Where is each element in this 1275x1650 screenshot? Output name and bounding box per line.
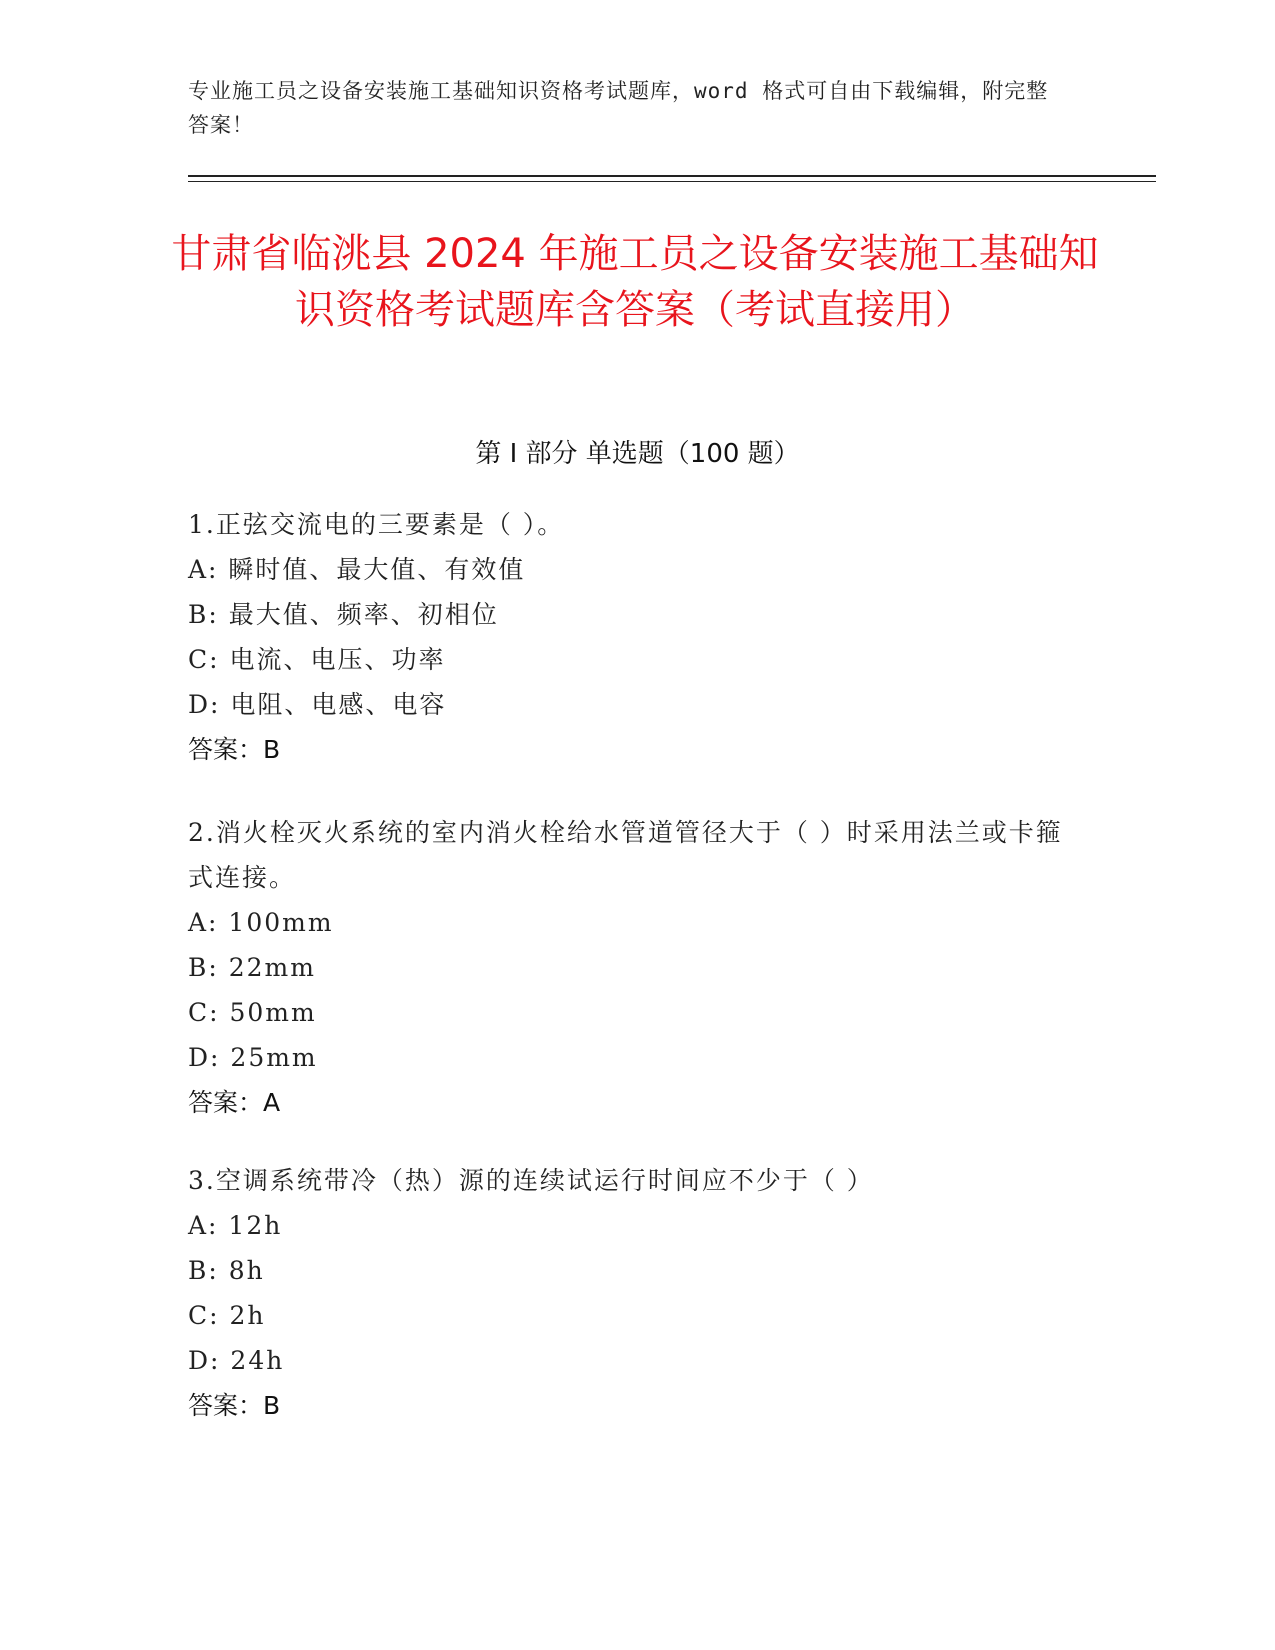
option-d: D: 25mm [188,1043,318,1072]
question-1 [188,502,1068,772]
question-stem: 1.正弦交流电的三要素是（ ）。 [188,510,565,539]
header-divider-thick [188,175,1156,177]
answer: 答案：B [188,1391,281,1420]
question-3 [188,1158,1068,1428]
option-a: A: 12h [188,1211,283,1240]
document-title: 甘肃省临洮县 2024 年施工员之设备安装施工基础知识资格考试题库含答案（考试直接用） [171,231,1099,333]
header-note: 专业施工员之设备安装施工基础知识资格考试题库，word 格式可自由下载编辑，附完整答案！ [188,79,1049,137]
option-b: B: 22mm [188,953,316,982]
option-c: C: 50mm [188,998,317,1027]
section-title: 第 I 部分 单选题（100 题） [475,439,800,469]
option-c: C: 2h [188,1301,266,1330]
option-c: C: 电流、电压、功率 [188,645,446,674]
option-d: D: 24h [188,1346,285,1375]
option-a: A: 100mm [188,908,334,937]
answer: 答案：B [188,735,281,764]
option-d: D: 电阻、电感、电容 [188,690,447,719]
question-stem: 2.消火栓灭火系统的室内消火栓给水管道管径大于（ ）时采用法兰或卡箍式连接。 [188,818,1063,892]
question-2 [188,810,1068,1125]
question-stem: 3.空调系统带冷（热）源的连续试运行时间应不少于（ ） [188,1166,874,1195]
option-a: A: 瞬时值、最大值、有效值 [188,555,526,584]
answer: 答案：A [188,1088,281,1117]
header-divider-thin [188,181,1156,182]
option-b: B: 8h [188,1256,265,1285]
option-b: B: 最大值、频率、初相位 [188,600,499,629]
